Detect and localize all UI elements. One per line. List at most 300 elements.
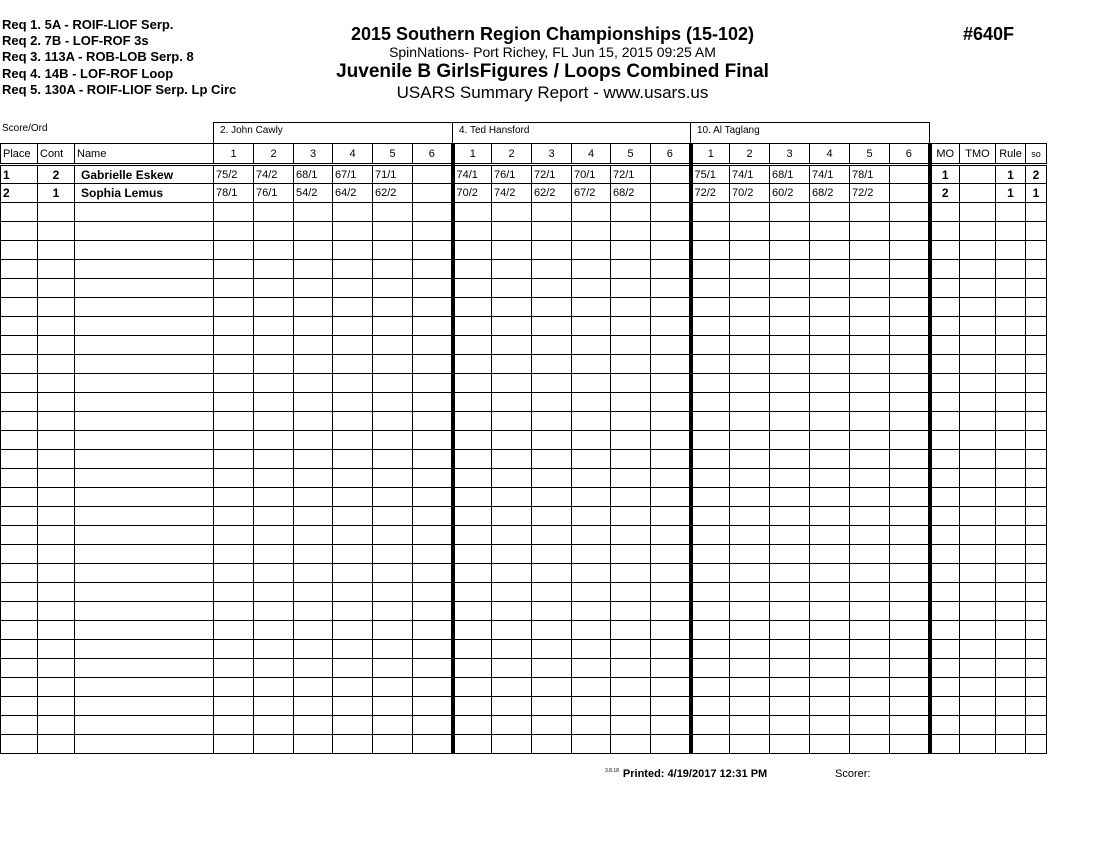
empty-table-row [1,602,1047,621]
col-header-j2-fig3: 3 [532,144,572,165]
empty-cell [890,412,930,431]
empty-cell [611,716,651,735]
empty-cell [532,640,572,659]
empty-cell [691,583,730,602]
empty-cell [930,279,960,298]
empty-cell [1026,222,1047,241]
empty-cell [38,488,75,507]
empty-cell [413,564,453,583]
empty-cell [1026,526,1047,545]
empty-cell [890,355,930,374]
score-cell-j3-fig1: 75/1 [691,165,730,184]
empty-cell [996,298,1026,317]
empty-cell [492,279,532,298]
empty-cell [572,602,611,621]
empty-cell [373,526,413,545]
empty-cell [333,279,373,298]
empty-cell [492,241,532,260]
empty-cell [532,469,572,488]
requirement-1: Req 1. 5A - ROIF-LIOF Serp. [2,17,174,32]
score-cell-j1-fig1: 75/2 [214,165,254,184]
empty-table-row [1,222,1047,241]
empty-cell [333,222,373,241]
empty-cell [38,374,75,393]
empty-cell [1,488,38,507]
empty-cell [532,241,572,260]
empty-cell [373,222,413,241]
empty-cell [572,526,611,545]
empty-cell [730,203,770,222]
empty-cell [532,716,572,735]
empty-cell [214,222,254,241]
empty-cell [730,697,770,716]
empty-cell [850,336,890,355]
empty-cell [294,507,333,526]
empty-cell [996,697,1026,716]
empty-cell [1026,241,1047,260]
empty-cell [810,735,850,754]
empty-cell [413,431,453,450]
empty-cell [651,659,691,678]
empty-cell [996,621,1026,640]
empty-cell [960,507,996,526]
empty-cell [1026,640,1047,659]
empty-cell [333,469,373,488]
empty-cell [75,222,214,241]
empty-cell [810,678,850,697]
empty-cell [691,545,730,564]
empty-cell [850,488,890,507]
empty-cell [930,412,960,431]
empty-cell [532,564,572,583]
version-label: 3.8.18 [605,768,619,774]
empty-cell [75,488,214,507]
empty-cell [611,431,651,450]
empty-cell [254,412,294,431]
empty-cell [492,450,532,469]
empty-cell [294,222,333,241]
empty-cell [75,260,214,279]
empty-table-row [1,526,1047,545]
empty-cell [572,374,611,393]
empty-cell [770,526,810,545]
requirement-5: Req 5. 130A - ROIF-LIOF Serp. Lp Circ [2,81,237,97]
empty-cell [960,526,996,545]
empty-cell [960,621,996,640]
empty-cell [1026,317,1047,336]
requirement-2: Req 2. 7B - LOF-ROF 3s [2,33,149,49]
empty-cell [890,640,930,659]
score-cell-j1-fig5: 62/2 [373,184,413,203]
empty-cell [691,621,730,640]
score-cell-j3-fig3: 60/2 [770,184,810,203]
empty-cell [254,716,294,735]
empty-cell [651,697,691,716]
empty-cell [294,678,333,697]
empty-table-row [1,336,1047,355]
empty-cell [890,450,930,469]
empty-cell [38,678,75,697]
scorer-label: Scorer: [835,768,871,780]
empty-cell [890,374,930,393]
score-cell-j2-fig6 [651,165,691,184]
empty-cell [333,336,373,355]
score-cell-j1-fig1: 78/1 [214,184,254,203]
empty-cell [810,469,850,488]
empty-cell [532,735,572,754]
empty-cell [38,621,75,640]
col-header-j1-fig5: 5 [373,144,413,165]
empty-cell [691,203,730,222]
empty-cell [75,716,214,735]
empty-cell [611,602,651,621]
empty-cell [492,469,532,488]
empty-cell [453,564,492,583]
empty-cell [373,640,413,659]
empty-table-row [1,469,1047,488]
empty-cell [254,507,294,526]
empty-cell [890,469,930,488]
empty-cell [651,336,691,355]
empty-cell [572,279,611,298]
empty-cell [611,640,651,659]
empty-cell [413,507,453,526]
empty-cell [930,298,960,317]
empty-cell [651,507,691,526]
empty-cell [254,735,294,754]
empty-cell [373,298,413,317]
empty-cell [810,412,850,431]
col-header-cont: Cont [38,144,75,165]
empty-cell [294,716,333,735]
empty-cell [930,336,960,355]
empty-cell [651,678,691,697]
empty-cell [651,564,691,583]
empty-cell [38,412,75,431]
event-code: #640F [963,24,1015,44]
empty-cell [930,564,960,583]
empty-cell [930,602,960,621]
empty-cell [611,412,651,431]
empty-cell [333,621,373,640]
empty-cell [810,241,850,260]
empty-cell [333,735,373,754]
score-cell-j2-fig3: 62/2 [532,184,572,203]
empty-cell [1,678,38,697]
empty-cell [373,260,413,279]
empty-cell [413,621,453,640]
empty-cell [960,374,996,393]
empty-cell [373,659,413,678]
empty-cell [611,469,651,488]
empty-cell [214,678,254,697]
empty-cell [1026,393,1047,412]
empty-cell [532,298,572,317]
empty-cell [492,564,532,583]
empty-cell [75,697,214,716]
empty-cell [691,602,730,621]
empty-cell [850,260,890,279]
empty-cell [1,374,38,393]
results-table [0,143,1047,754]
empty-cell [333,678,373,697]
empty-cell [373,431,413,450]
empty-cell [294,621,333,640]
empty-cell [1,279,38,298]
score-cell-j3-fig5: 72/2 [850,184,890,203]
empty-cell [492,260,532,279]
place-cell: 1 [1,165,38,184]
empty-cell [1026,412,1047,431]
empty-cell [850,678,890,697]
empty-cell [730,336,770,355]
empty-cell [1,412,38,431]
empty-cell [453,336,492,355]
empty-cell [1,564,38,583]
empty-cell [38,203,75,222]
empty-cell [333,317,373,336]
empty-cell [492,526,532,545]
empty-cell [611,659,651,678]
rule-cell: 1 [996,184,1026,203]
empty-cell [1,545,38,564]
empty-cell [1,317,38,336]
empty-cell [38,298,75,317]
empty-cell [532,450,572,469]
empty-cell [1026,678,1047,697]
col-header-tmo: TMO [960,144,996,165]
empty-cell [730,450,770,469]
empty-cell [960,469,996,488]
empty-cell [930,260,960,279]
empty-cell [930,450,960,469]
empty-cell [492,317,532,336]
empty-cell [996,241,1026,260]
empty-cell [492,374,532,393]
empty-cell [373,203,413,222]
empty-cell [38,450,75,469]
empty-cell [890,621,930,640]
rule-cell: 1 [996,165,1026,184]
empty-cell [651,716,691,735]
empty-cell [38,222,75,241]
empty-cell [770,545,810,564]
empty-cell [930,431,960,450]
empty-cell [930,469,960,488]
empty-cell [75,298,214,317]
score-cell-j1-fig6 [413,165,453,184]
empty-cell [996,564,1026,583]
empty-cell [730,260,770,279]
empty-cell [890,336,930,355]
empty-cell [850,602,890,621]
empty-cell [1026,621,1047,640]
empty-cell [810,298,850,317]
empty-cell [532,678,572,697]
empty-cell [38,355,75,374]
empty-cell [611,735,651,754]
score-cell-j1-fig4: 67/1 [333,165,373,184]
empty-cell [254,583,294,602]
empty-cell [532,697,572,716]
empty-cell [651,583,691,602]
empty-cell [611,526,651,545]
score-cell-j2-fig5: 68/2 [611,184,651,203]
empty-cell [1,507,38,526]
empty-cell [651,526,691,545]
empty-cell [373,412,413,431]
empty-cell [996,431,1026,450]
empty-cell [214,412,254,431]
empty-cell [810,336,850,355]
empty-cell [691,374,730,393]
empty-cell [730,355,770,374]
empty-cell [730,488,770,507]
empty-cell [850,621,890,640]
empty-cell [1026,203,1047,222]
empty-table-row [1,583,1047,602]
empty-cell [691,298,730,317]
empty-cell [333,659,373,678]
empty-cell [691,659,730,678]
empty-cell [294,203,333,222]
empty-cell [413,260,453,279]
empty-cell [810,621,850,640]
empty-cell [75,393,214,412]
score-cell-j3-fig2: 70/2 [730,184,770,203]
score-cell-j1-fig3: 54/2 [294,184,333,203]
empty-cell [333,450,373,469]
print-info [605,768,767,780]
empty-cell [770,659,810,678]
empty-cell [730,393,770,412]
col-header-j3-fig1: 1 [691,144,730,165]
score-cell-j1-fig2: 76/1 [254,184,294,203]
empty-cell [413,355,453,374]
mo-cell: 2 [930,184,960,203]
empty-cell [572,317,611,336]
empty-cell [930,526,960,545]
empty-cell [492,507,532,526]
empty-cell [960,659,996,678]
empty-cell [770,640,810,659]
report-header [300,24,805,103]
empty-cell [890,659,930,678]
empty-cell [254,564,294,583]
empty-cell [996,450,1026,469]
empty-cell [651,735,691,754]
empty-cell [38,583,75,602]
empty-cell [850,697,890,716]
empty-cell [770,678,810,697]
empty-cell [810,374,850,393]
judge-header-2: 4. Ted Hansford [452,122,691,143]
empty-cell [373,507,413,526]
empty-cell [214,260,254,279]
empty-cell [770,564,810,583]
empty-cell [691,412,730,431]
empty-cell [996,279,1026,298]
empty-cell [930,659,960,678]
empty-cell [75,564,214,583]
empty-cell [996,659,1026,678]
empty-cell [254,621,294,640]
empty-cell [890,203,930,222]
score-cell-j2-fig6 [651,184,691,203]
empty-cell [572,621,611,640]
col-header-j3-fig3: 3 [770,144,810,165]
empty-cell [413,279,453,298]
score-cell-j3-fig2: 74/1 [730,165,770,184]
so-cell: 1 [1026,184,1047,203]
empty-cell [960,488,996,507]
empty-cell [770,241,810,260]
empty-cell [333,602,373,621]
empty-cell [611,222,651,241]
empty-cell [38,602,75,621]
empty-cell [214,279,254,298]
empty-cell [960,431,996,450]
empty-cell [294,374,333,393]
empty-cell [730,659,770,678]
empty-cell [453,374,492,393]
empty-cell [611,450,651,469]
empty-cell [996,469,1026,488]
score-cell-j2-fig4: 70/1 [572,165,611,184]
empty-cell [1,298,38,317]
empty-cell [691,317,730,336]
empty-cell [214,659,254,678]
empty-cell [810,222,850,241]
empty-cell [996,412,1026,431]
empty-cell [572,336,611,355]
empty-cell [691,678,730,697]
competition-title: 2015 Southern Region Championships (15-102) [350,24,755,44]
empty-cell [890,678,930,697]
empty-cell [730,431,770,450]
score-cell-j3-fig4: 68/2 [810,184,850,203]
empty-cell [996,317,1026,336]
empty-cell [770,431,810,450]
score-cell-j3-fig6 [890,165,930,184]
empty-cell [1,640,38,659]
tmo-cell [960,165,996,184]
empty-cell [75,412,214,431]
empty-cell [730,412,770,431]
empty-cell [770,412,810,431]
empty-cell [890,260,930,279]
score-cell-j1-fig4: 64/2 [333,184,373,203]
empty-cell [254,260,294,279]
empty-cell [294,469,333,488]
empty-cell [850,203,890,222]
empty-cell [532,621,572,640]
empty-cell [730,545,770,564]
empty-cell [770,469,810,488]
empty-cell [930,203,960,222]
empty-cell [572,298,611,317]
empty-cell [214,431,254,450]
empty-cell [572,735,611,754]
empty-cell [492,355,532,374]
empty-cell [75,355,214,374]
empty-cell [294,640,333,659]
empty-cell [730,374,770,393]
empty-cell [960,279,996,298]
empty-table-row [1,431,1047,450]
so-cell: 2 [1026,165,1047,184]
col-header-j2-fig6: 6 [651,144,691,165]
